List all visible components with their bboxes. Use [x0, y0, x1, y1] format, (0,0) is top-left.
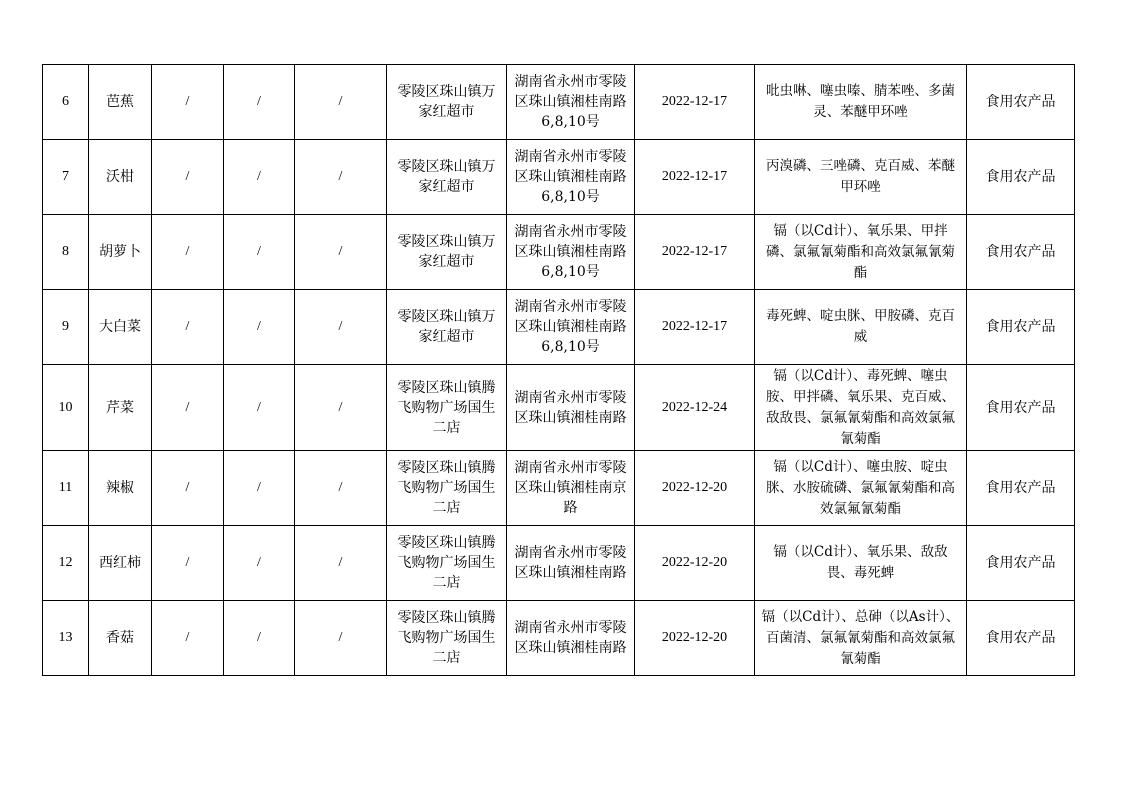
empty-cell: /	[152, 140, 224, 215]
product-name: 辣椒	[89, 451, 152, 526]
product-category: 食用农产品	[967, 526, 1075, 601]
seller-name: 零陵区珠山镇万家红超市	[387, 290, 507, 365]
product-name: 芹菜	[89, 365, 152, 451]
seller-address: 湖南省永州市零陵区珠山镇湘桂南路	[507, 526, 635, 601]
seller-name: 零陵区珠山镇腾飞购物广场国生二店	[387, 365, 507, 451]
row-number: 10	[43, 365, 89, 451]
empty-cell: /	[152, 290, 224, 365]
seller-name: 零陵区珠山镇万家红超市	[387, 140, 507, 215]
product-name: 香菇	[89, 601, 152, 676]
test-items: 丙溴磷、三唑磷、克百威、苯醚甲环唑	[755, 140, 967, 215]
product-category: 食用农产品	[967, 140, 1075, 215]
product-category: 食用农产品	[967, 65, 1075, 140]
sampling-date: 2022-12-17	[635, 140, 755, 215]
seller-name: 零陵区珠山镇腾飞购物广场国生二店	[387, 451, 507, 526]
test-items: 吡虫啉、噻虫嗪、腈苯唑、多菌灵、苯醚甲环唑	[755, 65, 967, 140]
row-number: 7	[43, 140, 89, 215]
product-name: 芭蕉	[89, 65, 152, 140]
seller-address: 湖南省永州市零陵区珠山镇湘桂南路	[507, 365, 635, 451]
product-name: 大白菜	[89, 290, 152, 365]
empty-cell: /	[224, 140, 295, 215]
row-number: 13	[43, 601, 89, 676]
empty-cell: /	[224, 451, 295, 526]
empty-cell: /	[295, 365, 387, 451]
empty-cell: /	[295, 601, 387, 676]
seller-name: 零陵区珠山镇腾飞购物广场国生二店	[387, 601, 507, 676]
empty-cell: /	[224, 215, 295, 290]
empty-cell: /	[295, 526, 387, 601]
table-row	[43, 601, 1075, 676]
table-row	[43, 451, 1075, 526]
product-category: 食用农产品	[967, 290, 1075, 365]
test-items: 镉（以Cd计）、噻虫胺、啶虫脒、水胺硫磷、氯氟氰菊酯和高效氯氟氰菊酯	[755, 451, 967, 526]
sampling-date: 2022-12-20	[635, 526, 755, 601]
product-category: 食用农产品	[967, 451, 1075, 526]
seller-name: 零陵区珠山镇万家红超市	[387, 215, 507, 290]
row-number: 6	[43, 65, 89, 140]
table-row	[43, 140, 1075, 215]
empty-cell: /	[295, 290, 387, 365]
sampling-date: 2022-12-20	[635, 451, 755, 526]
sampling-date: 2022-12-24	[635, 365, 755, 451]
product-category: 食用农产品	[967, 601, 1075, 676]
row-number: 8	[43, 215, 89, 290]
row-number: 11	[43, 451, 89, 526]
seller-name: 零陵区珠山镇万家红超市	[387, 65, 507, 140]
test-items: 毒死蜱、啶虫脒、甲胺磷、克百威	[755, 290, 967, 365]
table-row	[43, 365, 1075, 451]
seller-address: 湖南省永州市零陵区珠山镇湘桂南路6,8,10号	[507, 140, 635, 215]
sampling-date: 2022-12-17	[635, 65, 755, 140]
table-row	[43, 526, 1075, 601]
empty-cell: /	[224, 601, 295, 676]
row-number: 12	[43, 526, 89, 601]
product-name: 胡萝卜	[89, 215, 152, 290]
empty-cell: /	[224, 290, 295, 365]
table-row	[43, 215, 1075, 290]
empty-cell: /	[152, 451, 224, 526]
sampling-date: 2022-12-20	[635, 601, 755, 676]
empty-cell: /	[152, 365, 224, 451]
inspection-results-table	[42, 64, 1075, 676]
empty-cell: /	[152, 601, 224, 676]
empty-cell: /	[295, 65, 387, 140]
product-category: 食用农产品	[967, 215, 1075, 290]
product-category: 食用农产品	[967, 365, 1075, 451]
seller-address: 湖南省永州市零陵区珠山镇湘桂南路6,8,10号	[507, 290, 635, 365]
empty-cell: /	[152, 526, 224, 601]
test-items: 镉（以Cd计）、毒死蜱、噻虫胺、甲拌磷、氧乐果、克百威、敌敌畏、氯氟氰菊酯和高效氯氟氰菊酯	[755, 365, 967, 451]
test-items: 镉（以Cd计）、总砷（以As计）、百菌清、氯氟氰菊酯和高效氯氟氰菊酯	[755, 601, 967, 676]
seller-name: 零陵区珠山镇腾飞购物广场国生二店	[387, 526, 507, 601]
table-row	[43, 65, 1075, 140]
seller-address: 湖南省永州市零陵区珠山镇湘桂南路6,8,10号	[507, 65, 635, 140]
empty-cell: /	[295, 215, 387, 290]
product-name: 西红柿	[89, 526, 152, 601]
seller-address: 湖南省永州市零陵区珠山镇湘桂南京路	[507, 451, 635, 526]
sampling-date: 2022-12-17	[635, 290, 755, 365]
empty-cell: /	[295, 140, 387, 215]
empty-cell: /	[295, 451, 387, 526]
seller-address: 湖南省永州市零陵区珠山镇湘桂南路	[507, 601, 635, 676]
empty-cell: /	[152, 65, 224, 140]
test-items: 镉（以Cd计）、氧乐果、敌敌畏、毒死蜱	[755, 526, 967, 601]
product-name: 沃柑	[89, 140, 152, 215]
row-number: 9	[43, 290, 89, 365]
table-row	[43, 290, 1075, 365]
empty-cell: /	[224, 365, 295, 451]
sampling-date: 2022-12-17	[635, 215, 755, 290]
empty-cell: /	[152, 215, 224, 290]
empty-cell: /	[224, 526, 295, 601]
empty-cell: /	[224, 65, 295, 140]
seller-address: 湖南省永州市零陵区珠山镇湘桂南路6,8,10号	[507, 215, 635, 290]
test-items: 镉（以Cd计）、氧乐果、甲拌磷、氯氟氰菊酯和高效氯氟氰菊酯	[755, 215, 967, 290]
